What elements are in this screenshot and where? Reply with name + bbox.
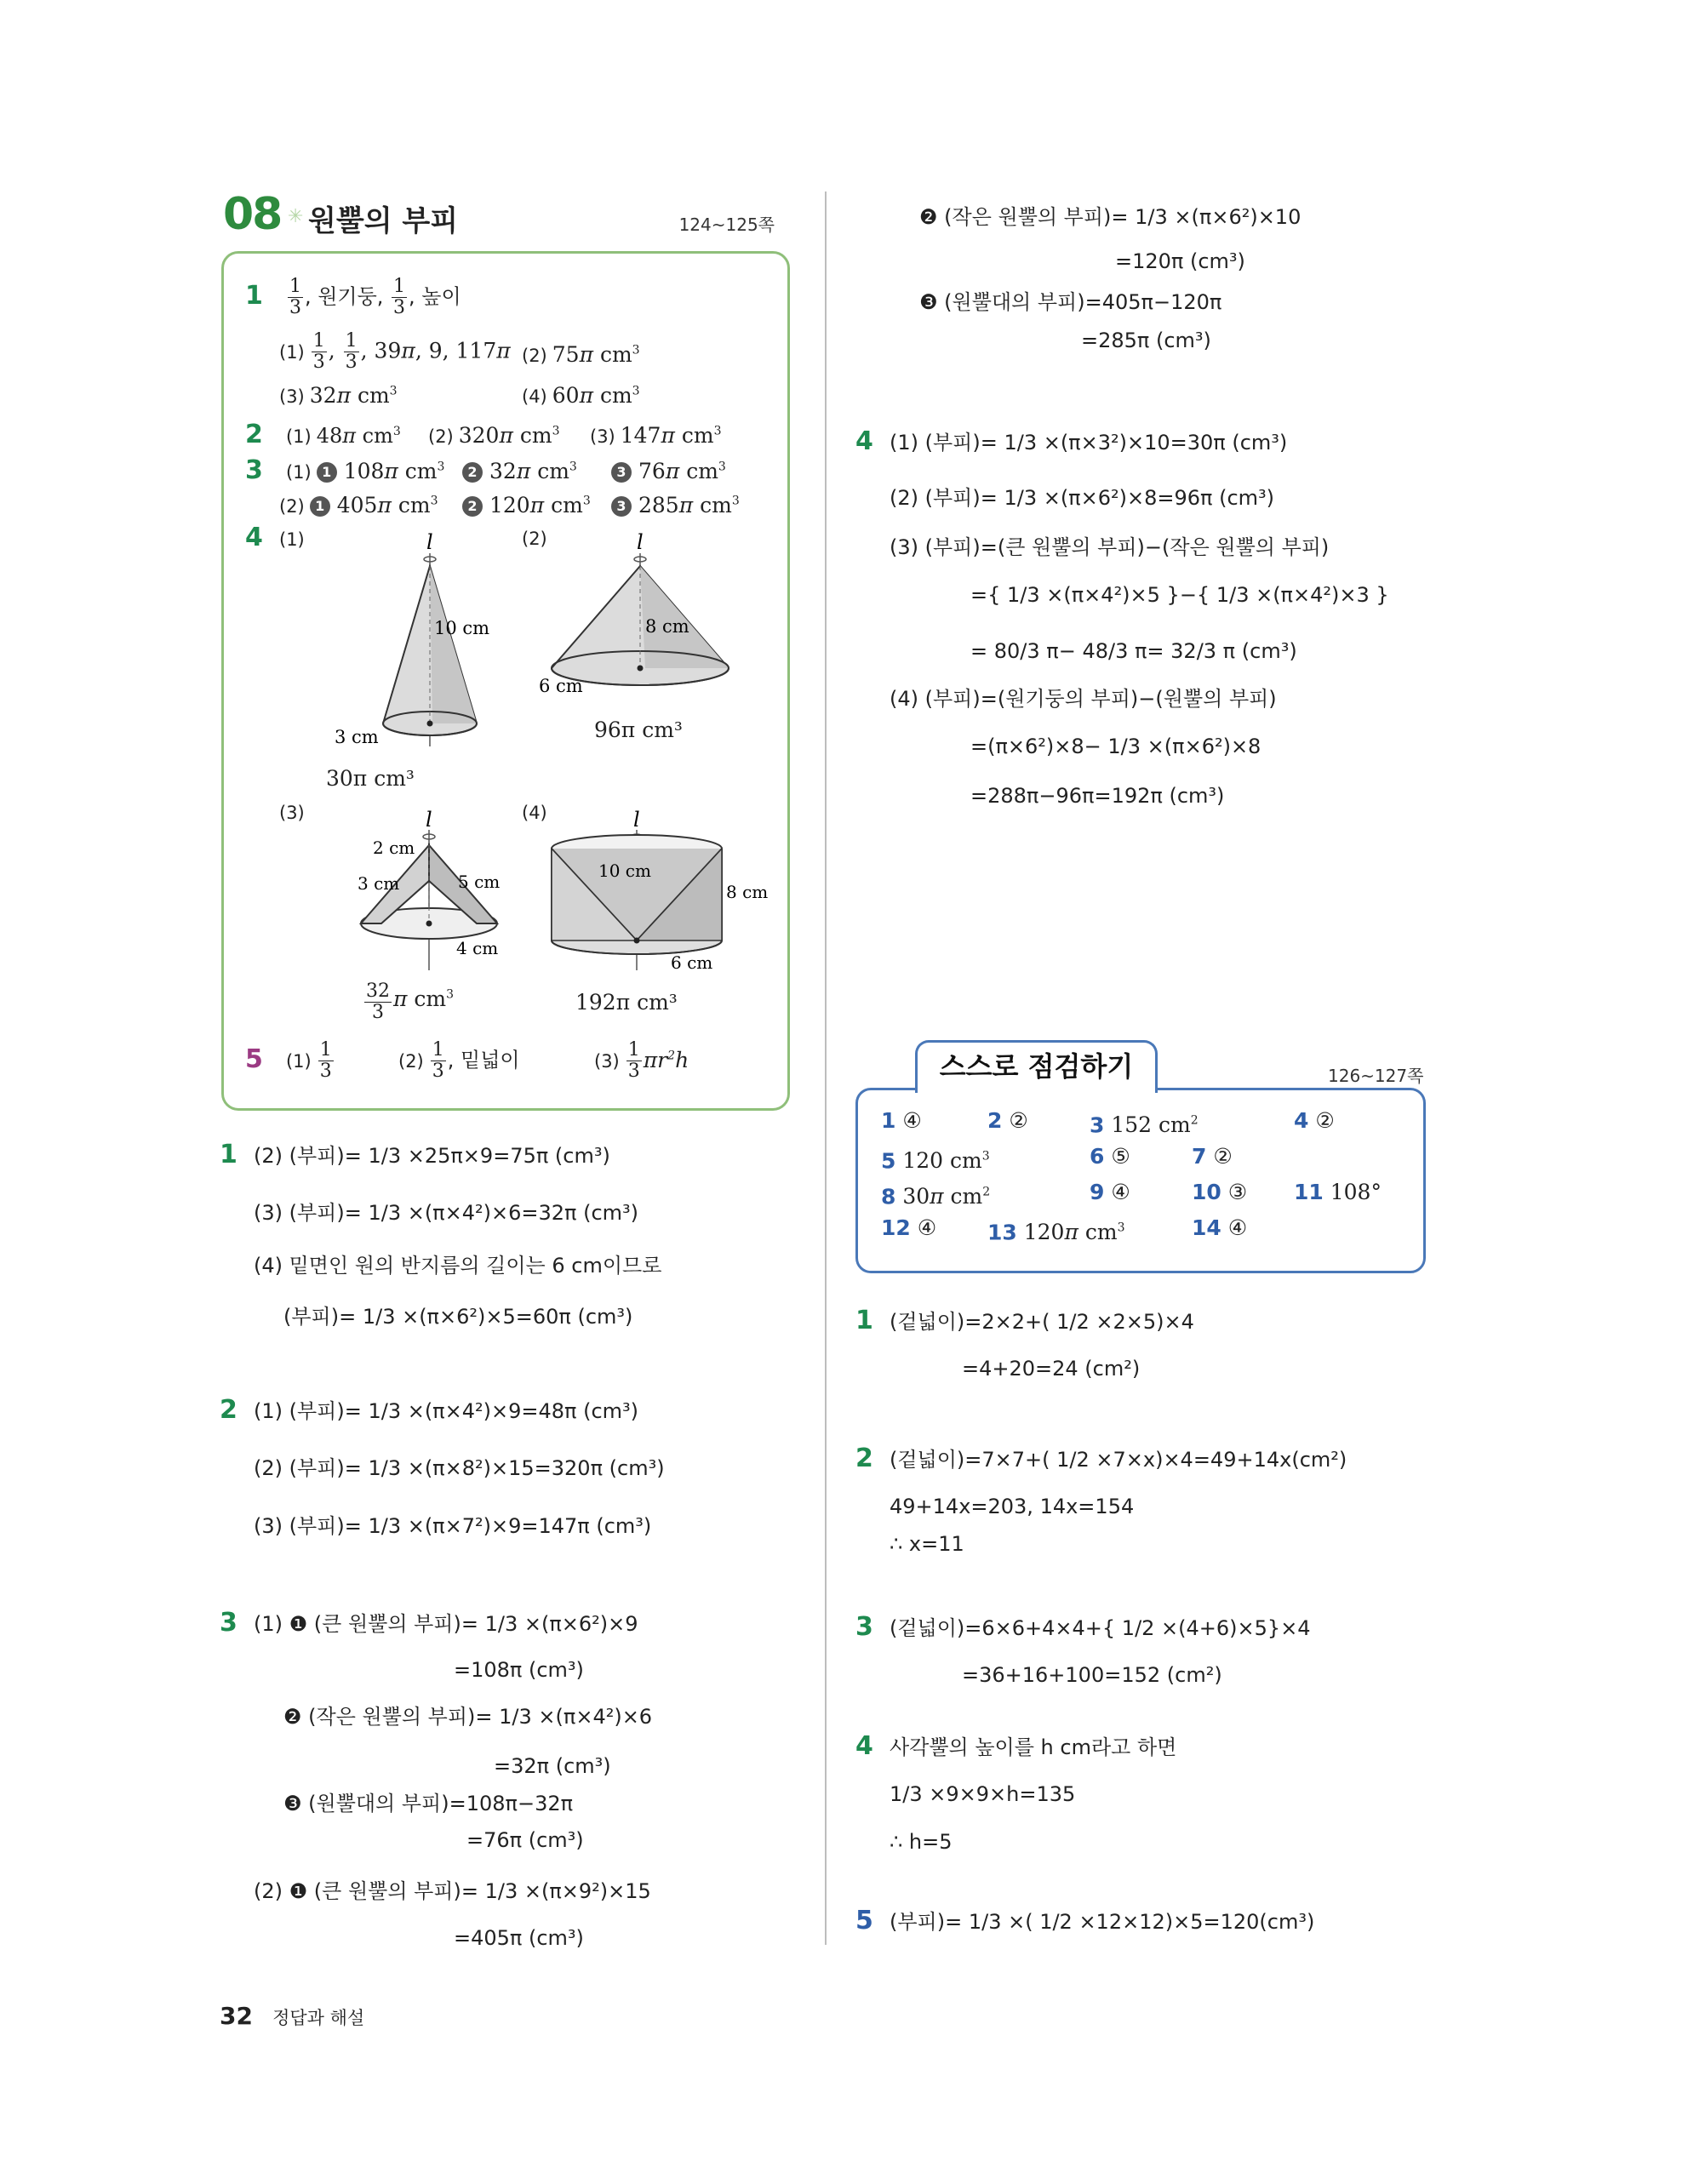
self-check-tab [915,1040,1158,1093]
f4-height-label: 8 cm [726,882,769,902]
answer-q4: 4 (1) (2) (3) (4) l 10 cm 3 cm 30π cm³ l 8 cm 6 cm 96π cm³ l 2 cm 3 cm 5 cm 4 cm $\frac{32}{3}$ π $cm^3$ l 10 cm 8 cm 6 cm 192π cm³ [245,523,773,1034]
f2-answer: 96π cm³ [594,718,683,742]
sparkle-icon: ✳ [288,206,304,227]
axis-label: l [426,530,433,554]
cone-figure-2 [518,523,756,694]
f3-left-label: 3 cm [358,873,400,894]
axis-label: l [426,808,432,832]
solution-3: 3 (1) ❶ (큰 원뿔의 부피)= 1/3 ×(π×6²)×9 =108π (cm³) ❷ (작은 원뿔의 부피)= 1/3 ×(π×4²)×6 =32π (cm³) ❸ (원뿔대의 부피)=108π−32π =76π (cm³) (2) ❶ (큰 원뿔의 부피)= 1/3 ×(π×9²)×15 =405π (cm³) [220,1608,653,1950]
f1-answer: 30π cm³ [326,766,415,791]
footer-label: 정답과 해설 [272,2008,365,2028]
check-solution-5: 5 (부피)= 1/3 ×( 1/2 ×12×12)×5=120(cm³) [855,1906,1315,1935]
section-number: 08 [223,189,282,240]
f4-inner-label: 10 cm [598,860,651,881]
solution-1: 1 (2) (부피)= 1/3 ×25π×9=75π (cm³) (3) (부피)= 1/3 ×(π×4²)×6=32π (cm³) (4) 밑면인 원의 반지름의 길이는 6 cm이므로 (부피)= 1/3 ×(π×6²)×5=60π (cm³) [220,1140,662,1329]
f2-height-label: 8 cm [645,616,689,637]
f1-radius-label: 3 cm [335,727,379,747]
axis-label: l [637,530,644,554]
f4-answer: 192π cm³ [575,990,678,1015]
f4-radius-label: 6 cm [671,952,713,973]
f1-slant-label: 10 cm [434,618,490,638]
f2-radius-label: 6 cm [539,676,583,694]
column-divider [825,192,827,1945]
f3-slant-label: 5 cm [458,872,501,892]
solution-2: 2 (1) (부피)= 1/3 ×(π×4²)×9=48π (cm³) (2) (부피)= 1/3 ×(π×8²)×15=320π (cm³) (3) (부피)= 1/3 ×(π×7²)×9=147π (cm³) [220,1395,665,1538]
footer [220,2002,560,2036]
cone-figure-3 [288,796,501,975]
cone-figure-1 [296,523,492,753]
f3-bottom-label: 4 cm [456,938,499,958]
self-check-page-range: 126~127쪽 [1328,1066,1424,1086]
page-range: 124~125쪽 [678,214,775,235]
f3-top-label: 2 cm [373,838,415,858]
answer-q5: 5 (1) $\frac{1}{3}$ (2) $\frac{1}{3}$ , 밑넓이 (3) $\frac{1}{3}$ $\pi r^2h$ [245,1039,689,1082]
cylinder-figure-4 [518,796,773,975]
page-number: 32 [220,2002,253,2030]
answer-q2: 2 (1) 48π $cm^3$ (2) 320π $cm^3$ (3) 147π $cm^3$ [245,420,722,449]
check-solution-3: 3 (겉넓이)=6×6+4×4+{ 1/2 ×(4+6)×5}×4 =36+16+100=152 (cm²) [855,1612,1311,1687]
solution-3-continued: ❷ (작은 원뿔의 부피)= 1/3 ×(π×6²)×10 =120π (cm³) ❸ (원뿔대의 부피)=405π−120π =285π (cm³) [919,205,1302,352]
solution-4: 4 (1) (부피)= 1/3 ×(π×3²)×10=30π (cm³) (2) (부피)= 1/3 ×(π×6²)×8=96π (cm³) (3) (부피)=(큰 원뿔의 부피)−(작은 원뿔의 부피) ={ 1/3 ×(π×4²)×5 }−{ 1/3 ×(π×4²)×3 } = 80/3 π− 48/3 π= 32/3 π (cm³) (4) (부피)=(원기둥의 부피)−(원뿔의 부피) =(π×6²)×8− 1/3 ×(π×6²)×8 =288π−96π=192π (cm³) [855,426,1389,808]
self-check-answers: 1 ④ 2 ② 3 152 $cm^2$ 4 ② 5 120 $cm^3$ 6 ⑤ 7 ② 8 30π $cm^2$ 9 ④ 10 ③ 11 108° 12 ④ 13 120π $cm^3$ 14 ④ [881,1108,1382,1245]
check-solution-1: 1 (겉넓이)=2×2+( 1/2 ×2×5)×4 =4+20=24 (cm²) [855,1306,1194,1381]
axis-label: l [633,808,640,832]
f3-answer: $\frac{32}{3}$ π $cm^3$ [366,981,455,1023]
answer-q3: 3 (1) 1 108π $cm^3$ 2 32π $cm^3$ 3 76π $cm^3$ (2) 1 405π $cm^3$ 2 120π $cm^3$ 3 285π $cm^3$ [245,455,740,518]
check-solution-2: 2 (겉넓이)=7×7+( 1/2 ×7×x)×4=49+14x(cm²) 49+14x=203, 14x=154 ∴ x=11 [855,1444,1347,1556]
answer-q1: 1 $\frac{1}{3}$ , 원기둥, $\frac{1}{3}$ , 높이 (1) $\frac{1}{3}$ , $\frac{1}{3}$ , 39π, 9, 117π (2) 75π $cm^3$ (3) 32π $cm^3$ (4) 60π $cm^3$ [245,276,640,409]
section-header [223,189,775,240]
section-title: 원뿔의 부피 [308,204,459,238]
self-check-title: 스스로 점검하기 [939,1050,1134,1083]
check-solution-4: 4 사각뿔의 높이를 h cm라고 하면 1/3 ×9×9×h=135 ∴ h=5 [855,1731,1177,1854]
